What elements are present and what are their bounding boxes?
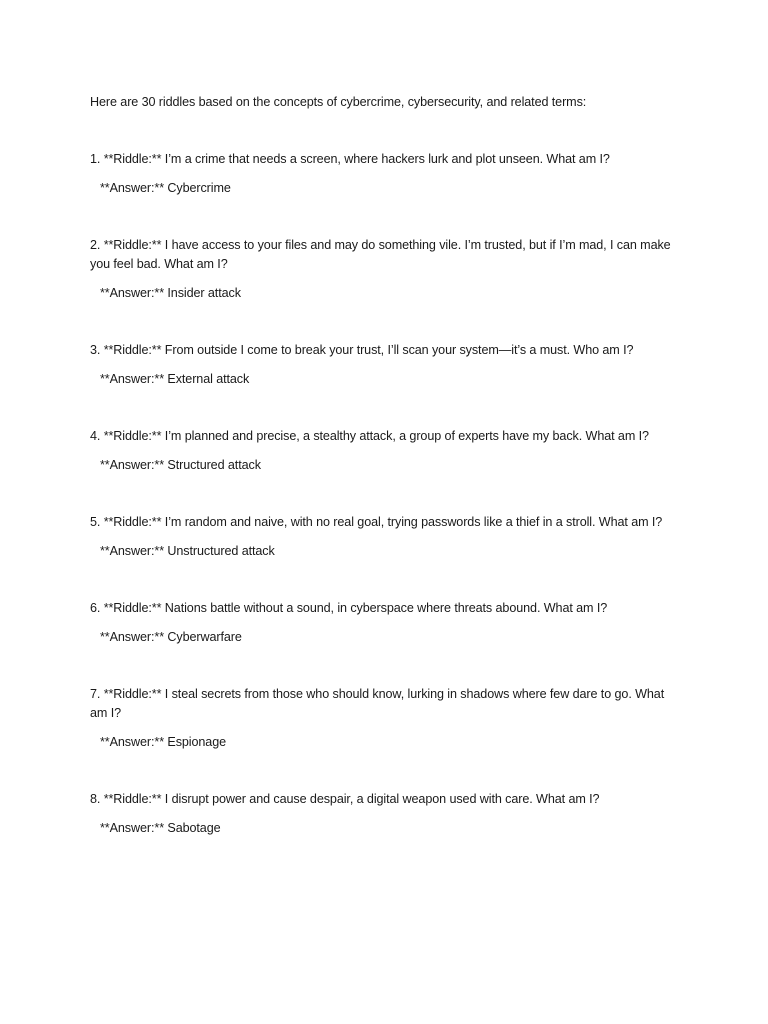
answer-text: **Answer:** Espionage <box>100 735 227 749</box>
riddle-item-7 <box>90 685 680 752</box>
riddle-text: 5. **Riddle:** I’m random and naive, with no real goal, trying passwords like a thief in a stroll. What am I? <box>90 515 663 529</box>
riddle-text: 4. **Riddle:** I’m planned and precise, a stealthy attack, a group of experts have my back. What am I? <box>90 429 649 443</box>
answer-text: **Answer:** Insider attack <box>100 286 241 300</box>
answer-text: **Answer:** Cybercrime <box>100 181 231 195</box>
riddle-text: 6. **Riddle:** Nations battle without a sound, in cyberspace where threats abound. What am I? <box>90 601 608 615</box>
spacer <box>90 561 680 599</box>
riddle-text: 1. **Riddle:** I’m a crime that needs a screen, where hackers lurk and plot unseen. What am I? <box>90 152 610 166</box>
riddle-item-2 <box>90 236 680 303</box>
intro-paragraph: Here are 30 riddles based on the concepts of cybercrime, cybersecurity, and related terms: <box>90 95 587 109</box>
document-body <box>90 93 680 838</box>
riddle-item-1 <box>90 150 680 198</box>
riddle-text: 8. **Riddle:** I disrupt power and cause despair, a digital weapon used with care. What am I? <box>90 792 600 806</box>
spacer <box>90 198 680 236</box>
answer-text: **Answer:** Sabotage <box>100 821 221 835</box>
riddle-item-8 <box>90 790 680 838</box>
riddle-item-3 <box>90 341 680 389</box>
answer-text: **Answer:** Cyberwarfare <box>100 630 242 644</box>
riddle-text: 2. **Riddle:** I have access to your files and may do something vile. I’m trusted, but if I’m mad, I can make you feel bad. What am I? <box>90 238 671 271</box>
riddle-item-6 <box>90 599 680 647</box>
spacer <box>90 389 680 427</box>
spacer <box>90 647 680 685</box>
riddle-text: 3. **Riddle:** From outside I come to break your trust, I’ll scan your system—it’s a must. Who am I? <box>90 343 634 357</box>
answer-text: **Answer:** External attack <box>100 372 250 386</box>
answer-text: **Answer:** Structured attack <box>100 458 261 472</box>
spacer <box>90 752 680 790</box>
riddle-item-4 <box>90 427 680 475</box>
riddle-item-5 <box>90 513 680 561</box>
answer-text: **Answer:** Unstructured attack <box>100 544 275 558</box>
spacer <box>90 475 680 513</box>
spacer <box>90 303 680 341</box>
riddle-text: 7. **Riddle:** I steal secrets from those who should know, lurking in shadows where few dare to go. What am I? <box>90 687 665 720</box>
